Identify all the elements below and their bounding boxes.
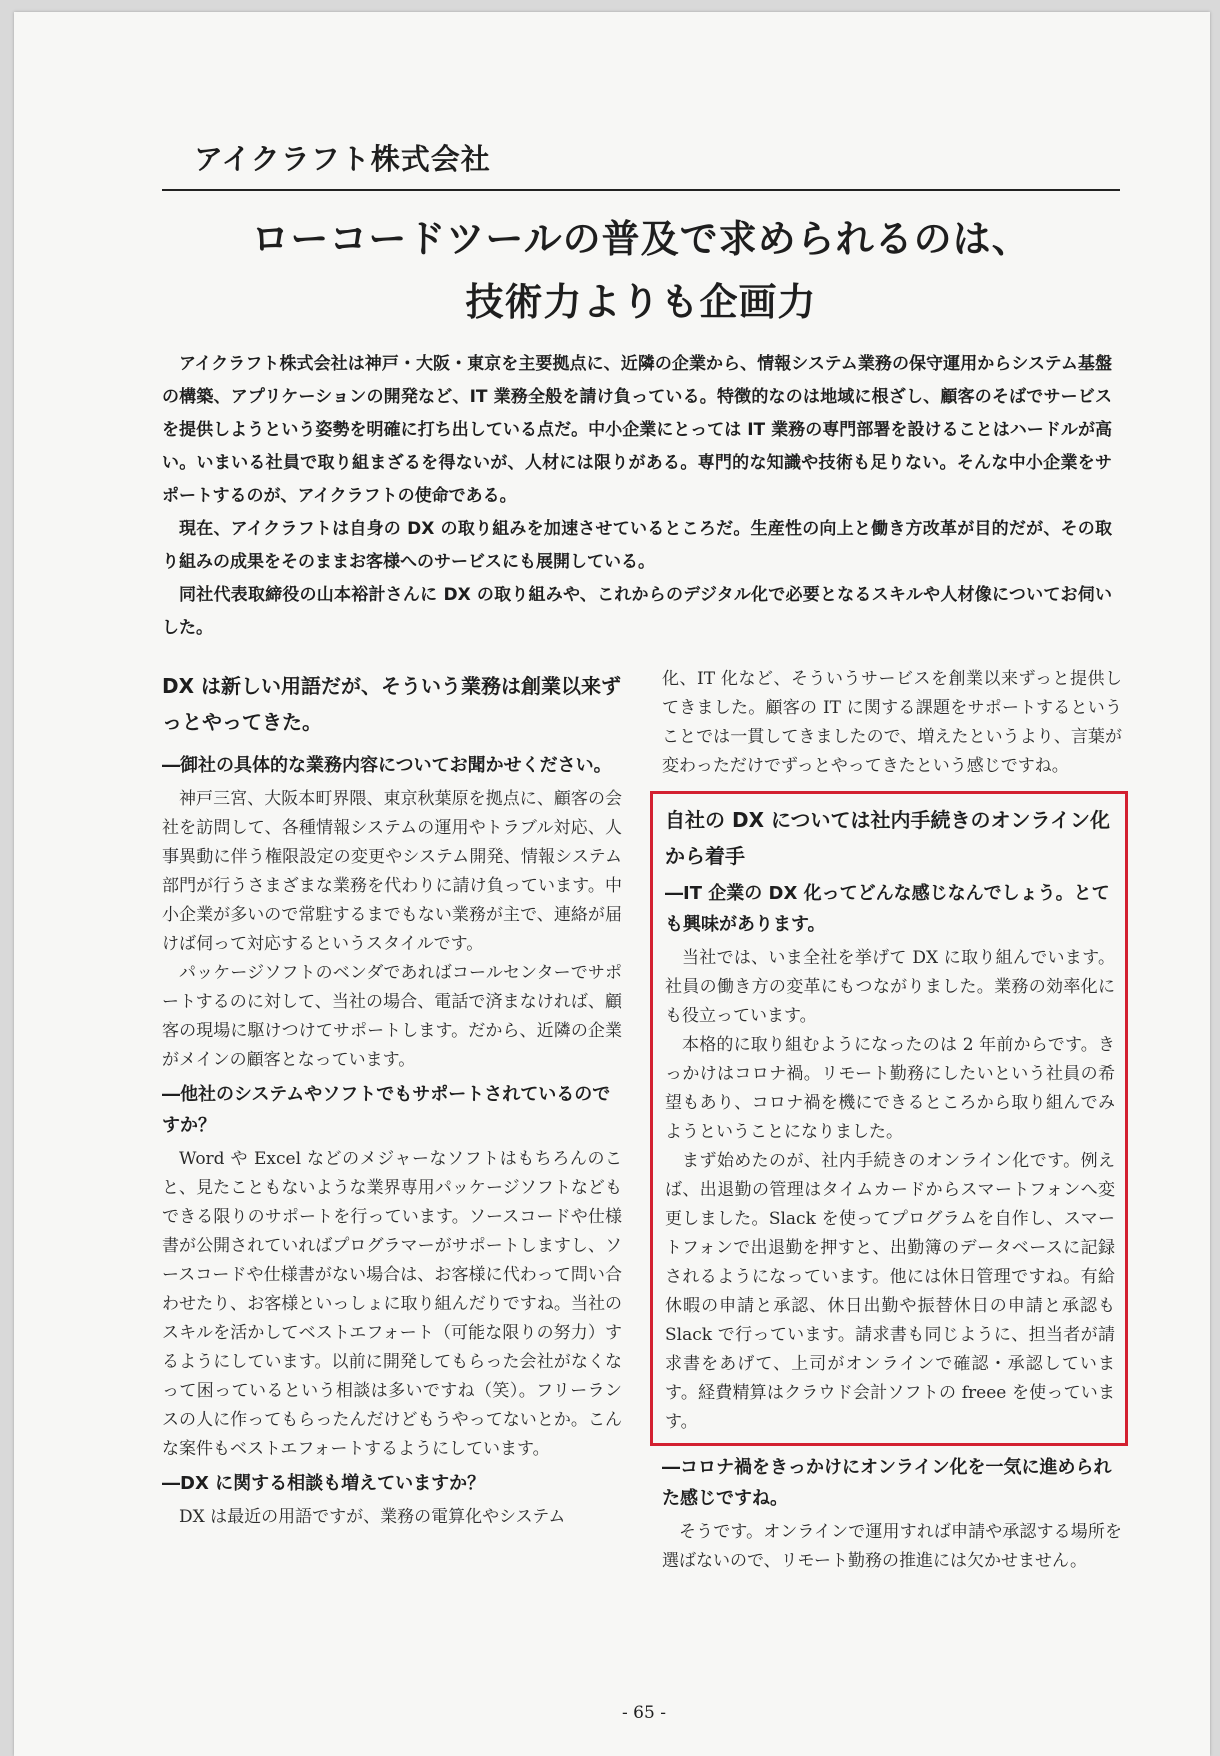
lead-paragraph: アイクラフト株式会社は神戸・大阪・東京を主要拠点に、近隣の企業から、情報システム業務の保守運用からシステム基盤の構築、アプリケーションの開発など、IT 業務全般を請け負っている。特徴的なのは地域に根ざし、顧客のそばでサービスを提供しようという姿勢を明確に打ち出している点だ。中小企業にとっては IT 業務の専門部署を設けることはハードルが高い。いまいる社員で取り組まざるを得ないが、人材には限りがある。専門的な知識や技術も足りない。そんな中小企業をサポートするのが、アイクラフトの使命である。	[162, 354, 1112, 506]
answer-paragraph: 本格的に取り組むようになったのは 2 年前からです。きっかけはコロナ禍。リモート勤務にしたいという社員の希望もあり、コロナ禍を機にできるところから取り組んでみようということになりました。	[665, 1035, 1115, 1142]
interview-question: ―御社の具体的な業務内容についてお聞かせください。	[162, 755, 612, 776]
page-number: - 65 -	[622, 1703, 666, 1723]
answer-paragraph: 神戸三宮、大阪本町界隈、東京秋葉原を拠点に、顧客の会社を訪問して、各種情報システムの運用やトラブル対応、人事異動に伴う権限設定の変更やシステム開発、情報システム部門が行うさまざまな業務を代わりに請け負っています。中小企業が多いので常駐するまでもない業務が主で、連絡が届けば伺って対応するというスタイルです。	[162, 789, 622, 954]
highlighted-box	[650, 791, 1128, 1446]
answer-paragraph-continued: 化、IT 化など、そういうサービスを創業以来ずっと提供してきました。顧客の IT に関する課題をサポートするということでは一貫してきましたので、増えたというより、言葉が変わっただけでずっとやってきたという感じですね。	[662, 669, 1122, 776]
section-heading-dx-new-term: DX は新しい用語だが、そういう業務は創業以来ずっとやってきた。	[162, 674, 621, 734]
company-name: アイクラフト株式会社	[194, 142, 491, 176]
headline-line-1: ローコードツールの普及で求められるのは、	[251, 217, 1031, 261]
interview-question: ―DX に関する相談も増えていますか？	[162, 1473, 486, 1494]
lead-paragraph: 同社代表取締役の山本裕計さんに DX の取り組みや、これからのデジタル化で必要となるスキルや人材像についてお伺いした。	[162, 585, 1112, 638]
left-column	[162, 668, 622, 1532]
interview-question: ―他社のシステムやソフトでもサポートされているのですか？	[162, 1084, 611, 1136]
section-heading-own-dx: 自社の DX については社内手続きのオンライン化から着手	[665, 808, 1110, 868]
answer-paragraph: 当社では、いま全社を挙げて DX に取り組んでいます。社員の働き方の変革にもつながりました。業務の効率化にも役立っています。	[665, 948, 1115, 1026]
answer-paragraph: まず始めたのが、社内手続きのオンライン化です。例えば、出退勤の管理はタイムカードからスマートフォンへ変更しました。Slack を使ってプログラムを自作し、スマートフォンで出退勤を押すと、出勤簿のデータベースに記録されるようになっています。他には休日管理ですね。有給休暇の申請と承認、休日出勤や振替休日の申請と承認も Slack で行っています。請求書も同じように、担当者が請求書をあげて、上司がオンラインで確認・承認しています。経費精算はクラウド会計ソフトの freee を使っています。	[665, 1151, 1115, 1432]
headline-line-2: 技術力よりも企画力	[465, 280, 817, 324]
article-headline	[162, 208, 1120, 334]
answer-paragraph: そうです。オンラインで運用すれば申請や承認する場所を選ばないので、リモート勤務の推進には欠かせません。	[662, 1522, 1122, 1571]
magazine-page	[14, 12, 1210, 1756]
interview-question: ―IT 企業の DX 化ってどんな感じなんでしょう。とても興味があります。	[665, 883, 1110, 935]
lead-paragraphs	[162, 348, 1112, 645]
title-rule	[162, 189, 1120, 191]
lead-paragraph: 現在、アイクラフトは自身の DX の取り組みを加速させているところだ。生産性の向上と働き方改革が目的だが、その取り組みの成果をそのままお客様へのサービスにも展開している。	[162, 519, 1112, 572]
interview-question: ―コロナ禍をきっかけにオンライン化を一気に進められた感じですね。	[662, 1457, 1112, 1509]
answer-paragraph: パッケージソフトのベンダであればコールセンターでサポートするのに対して、当社の場合、電話で済まなければ、顧客の現場に駆けつけてサポートします。だから、近隣の企業がメインの顧客となっています。	[162, 963, 622, 1070]
right-column	[662, 665, 1122, 1576]
answer-paragraph: Word や Excel などのメジャーなソフトはもちろんのこと、見たこともないような業界専用パッケージソフトなどもできる限りのサポートを行っています。ソースコードや仕様書が公開されていればプログラマーがサポートしますし、ソースコードや仕様書がない場合は、お客様に代わって問い合わせたり、お客様といっしょに取り組んだりですね。当社のスキルを活かしてベストエフォート（可能な限りの努力）するようにしています。以前に開発してもらった会社がなくなって困っているという相談は多いですね（笑）。フリーランスの人に作ってもらったんだけどもうやってないとか。こんな案件もベストエフォートするようにしています。	[162, 1149, 622, 1459]
answer-paragraph: DX は最近の用語ですが、業務の電算化やシステム	[179, 1507, 566, 1527]
